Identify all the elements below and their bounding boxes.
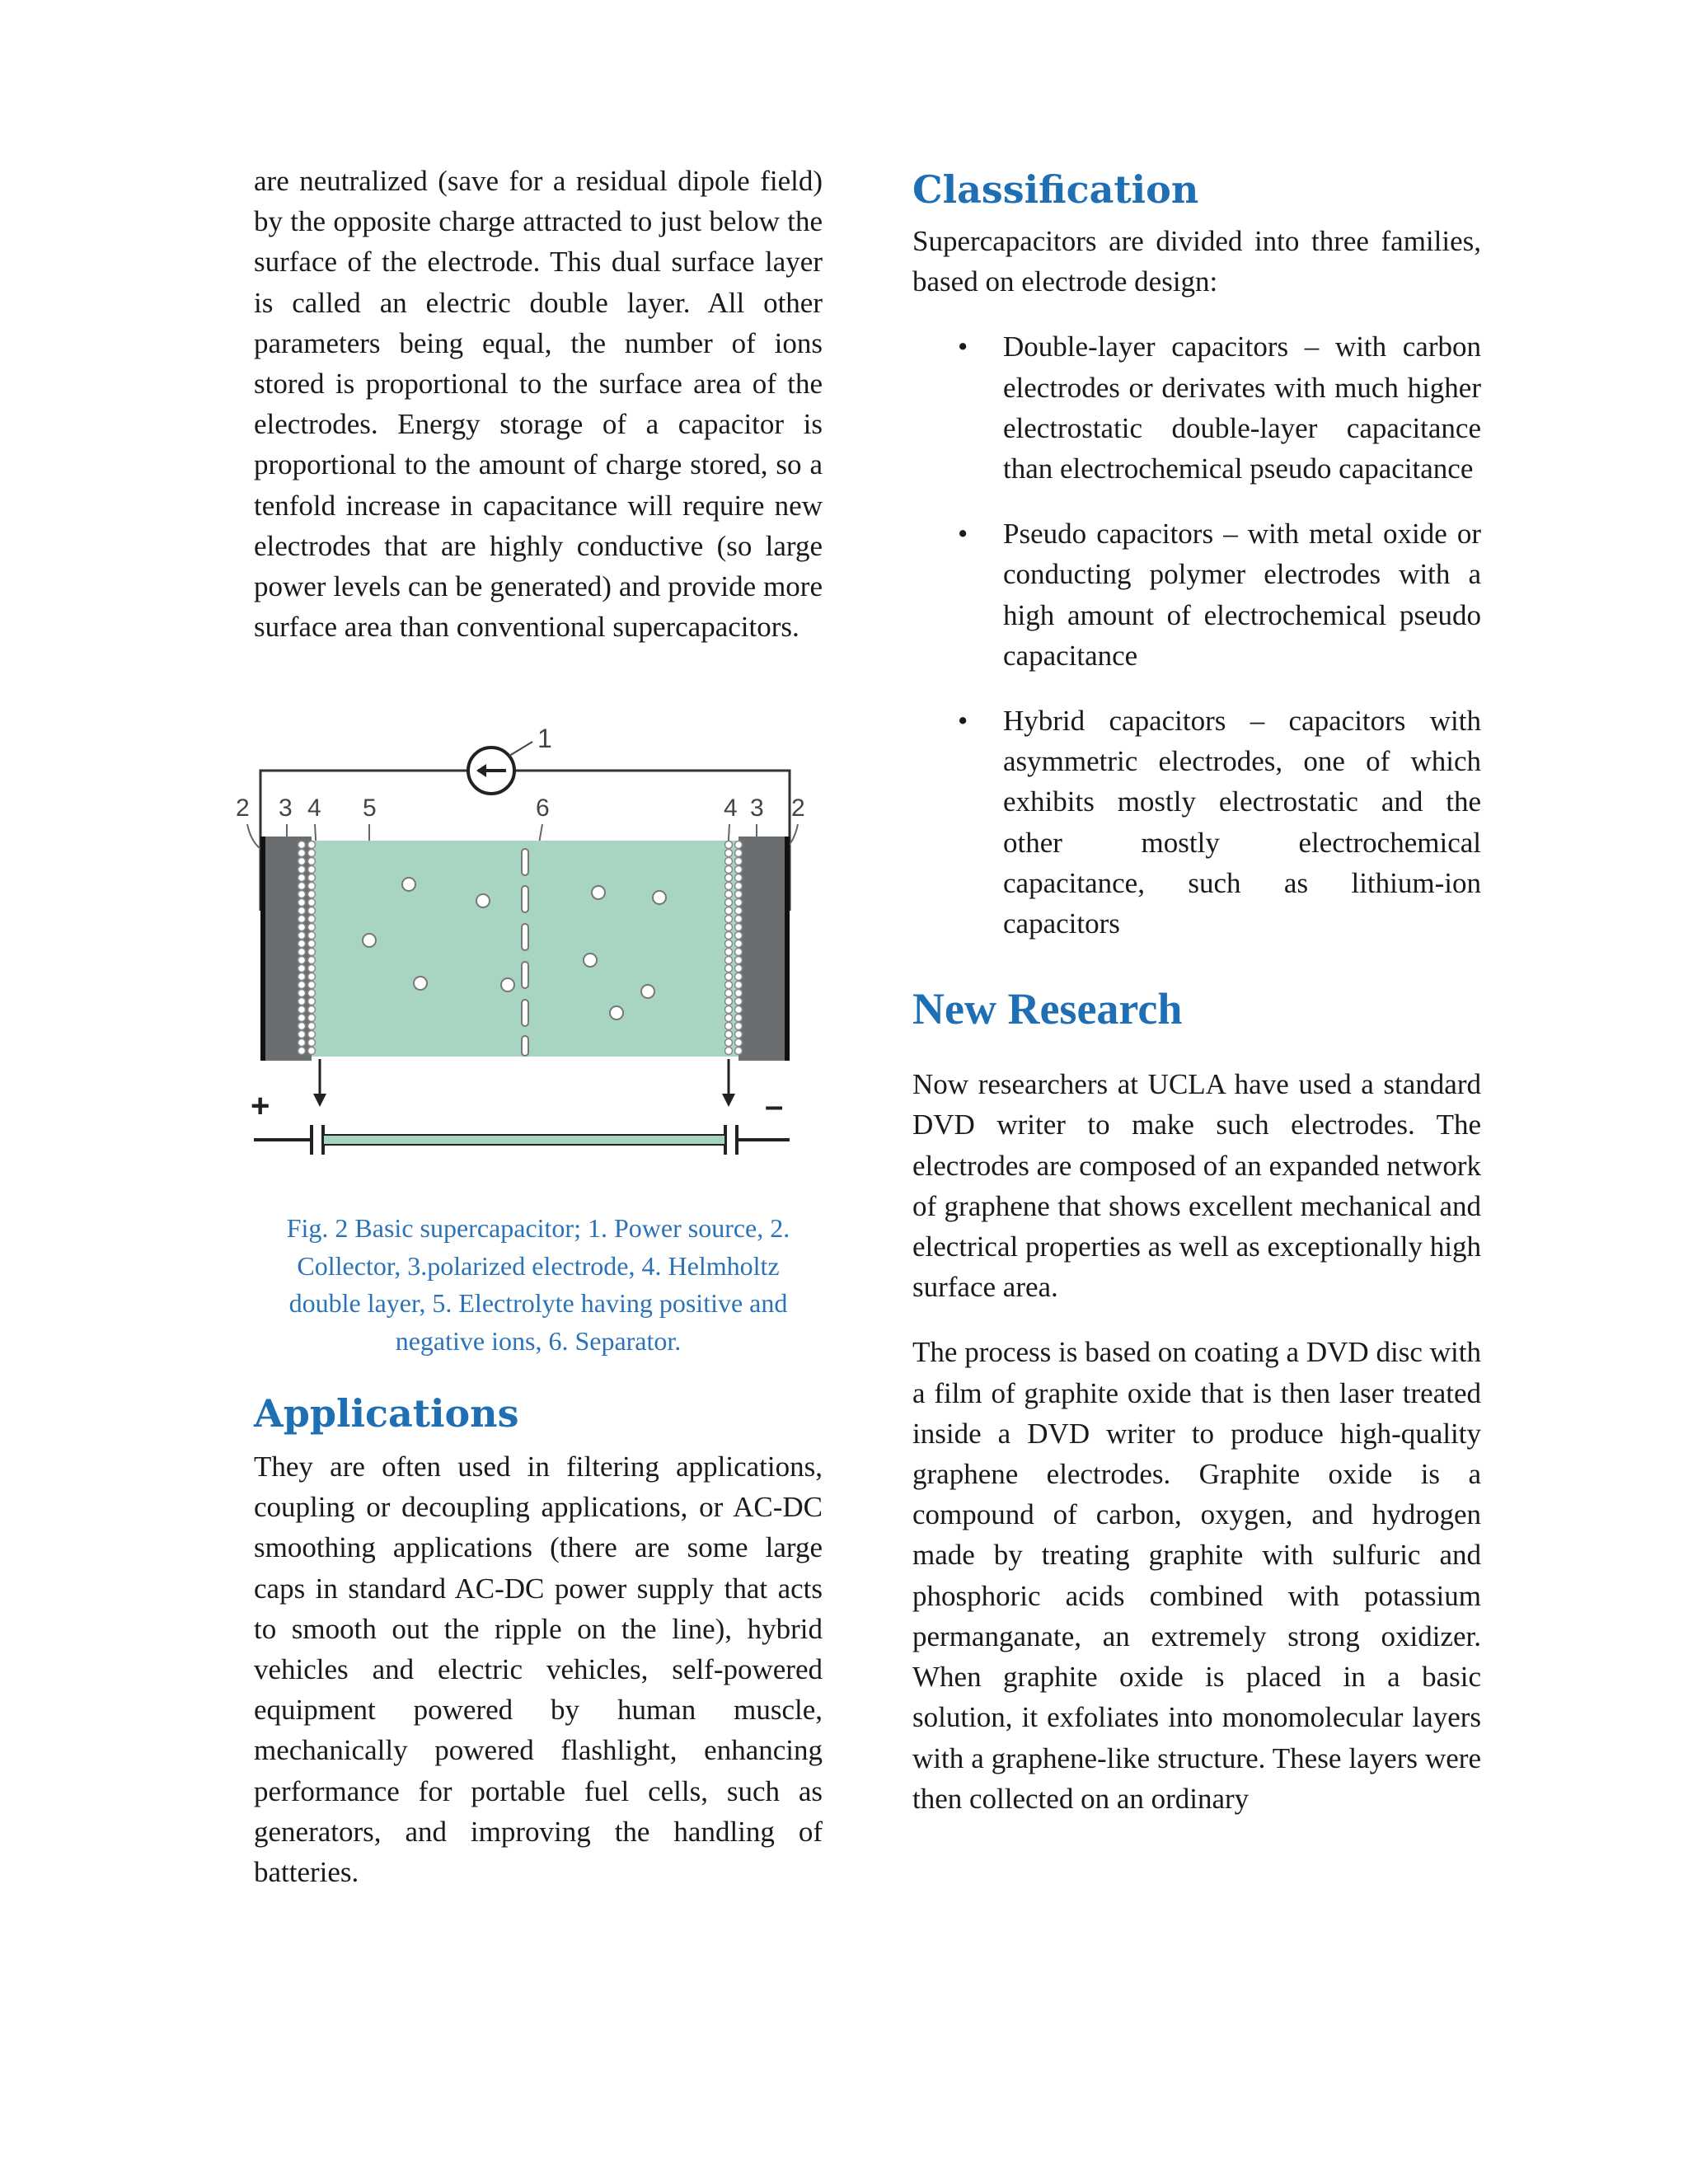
ion-dot (308, 916, 316, 923)
ion-dot (735, 916, 743, 923)
label-3-right: 3 (750, 794, 764, 822)
ion-dot (725, 866, 733, 874)
applications-heading: Applications (254, 1391, 519, 1436)
ion-dot (725, 1006, 733, 1014)
supercapacitor-figure (229, 713, 806, 1158)
list-item-text: Pseudo capacitors – with metal oxide or conducting polymer electrodes with a high amount of electrochemical pseudo capacitance (1003, 518, 1481, 672)
right-collector (738, 837, 790, 1061)
label-2-right: 2 (791, 794, 805, 822)
ion-dot (735, 932, 743, 940)
ion-dot (735, 850, 743, 857)
ion-dot (735, 1023, 743, 1030)
ion-dot (725, 1039, 733, 1047)
ion-dot (308, 998, 316, 1005)
ion-dot (298, 1015, 306, 1022)
ion-dot (725, 998, 733, 1005)
ion-dot (298, 916, 306, 923)
applications-section (254, 1389, 823, 1892)
ion-dot (308, 841, 316, 849)
ion-dot (298, 965, 306, 972)
label-5: 5 (363, 794, 377, 822)
research-paragraph-1: Now researchers at UCLA have used a standard DVD writer to make such electrodes. The electrodes are composed of an expanded network of graphene that shows excellent mechanical and electrical properties as well as exceptionally high surface area. (912, 1068, 1482, 1304)
ion-dot (725, 940, 733, 948)
list-item-text: Hybrid capacitors – capacitors with asymmetric electrodes, one of which exhibits mostly electrostatic and the other mostly electrochemical capacitance, such as lithium-ion capacitors (1003, 705, 1481, 940)
list-item (912, 701, 1481, 944)
ion-dot (725, 891, 733, 898)
ion-dot (725, 907, 733, 915)
left-collector-edge (260, 837, 265, 1061)
ion-dot (298, 858, 306, 865)
ion-dot (735, 1039, 743, 1047)
ion-dot (735, 973, 743, 981)
plus-sign: + (251, 1088, 270, 1124)
ion-dot (298, 940, 306, 948)
label-4-right: 4 (724, 794, 738, 822)
ion-dot (298, 949, 306, 956)
left-column (254, 161, 823, 647)
list-item (912, 326, 1481, 489)
minus-sign: – (765, 1088, 784, 1124)
ion-dot (298, 973, 306, 981)
ion-dot (298, 1047, 306, 1055)
ion-dot (308, 957, 316, 964)
ion-dot (735, 858, 743, 865)
classification-intro: Supercapacitors are divided into three families, based on electrode design: (912, 225, 1481, 298)
list-item-text: Double-layer capacitors – with carbon electrodes or derivates with much higher electrostatic double-layer capacitance than electrochemical pseudo capacitance (1003, 330, 1481, 485)
ion-dot (725, 874, 733, 882)
ion-dot (308, 932, 316, 940)
research-paragraph-2: The process is based on coating a DVD disc with a film of graphite oxide that is then laser treated inside a DVD writer to produce high-quality graphene electrodes. Graphite oxide is a compound of carbon, oxygen, and hydrogen made by treating graphite with sulfuric and phosphoric acids combined with potassium permanganate, an extremely strong oxidizer. When graphite oxide is placed in a basic solution, it exfoliates into monomolecular layers with a graphene-like structure. These layers were then collected on an ordinary (912, 1336, 1481, 1815)
ion-dot (308, 858, 316, 865)
ion-dot (308, 1047, 316, 1055)
figure-caption-block (254, 1210, 823, 1360)
ion-dot (735, 891, 743, 898)
ion-dot (308, 883, 316, 890)
ion-dot (308, 1031, 316, 1038)
ion-dot (308, 866, 316, 874)
ion-dot (735, 883, 743, 890)
ion-dot (735, 899, 743, 907)
ion-dot (735, 1015, 743, 1022)
bullet-icon: • (958, 705, 968, 738)
ion-dot (298, 982, 306, 989)
ion-dot (298, 990, 306, 997)
ion-dot (725, 883, 733, 890)
supercapacitor-diagram (229, 713, 806, 1158)
ion-dot (308, 874, 316, 882)
ion-dot (735, 907, 743, 915)
ion-dot (725, 1023, 733, 1030)
ion-dot (725, 1047, 733, 1055)
ion-dot (735, 990, 743, 997)
ion-dot (735, 998, 743, 1005)
ion-dot (725, 924, 733, 931)
ion-dot (308, 850, 316, 857)
ion-dot (298, 850, 306, 857)
right-collector-edge (785, 837, 790, 1061)
ion-dot (308, 982, 316, 989)
right-column (912, 165, 1481, 1819)
ion-dot (308, 1015, 316, 1022)
ion-dot (725, 899, 733, 907)
intro-paragraph: are neutralized (save for a residual dipole field) by the opposite charge attracted to just below the surface of the electrode. This dual surface layer is called an electric double layer. All other parameters being equal, the number of ions stored is proportional to the surface area of the electrodes. Energy storage of a capacitor is proportional to the amount of charge stored, so a tenfold increase in capacitance will require new electrodes that are highly conductive (so large power levels can be generated) and provide more surface area than conventional supercapacitors. (254, 165, 823, 644)
list-item (912, 513, 1481, 676)
ion-dot (735, 841, 743, 849)
ion-dot (298, 891, 306, 898)
label-1: 1 (537, 724, 552, 753)
ion-dot (308, 1039, 316, 1047)
ion-dot (725, 973, 733, 981)
ion-dot (735, 1047, 743, 1055)
ion-dot (725, 858, 733, 865)
ion-dot (725, 1031, 733, 1038)
ion-dot (298, 1023, 306, 1030)
power-source-icon (468, 748, 514, 794)
ion-dot (308, 990, 316, 997)
ion-dot (735, 1006, 743, 1014)
ion-dot (308, 899, 316, 907)
ion-dot (725, 957, 733, 964)
bottom-electrolyte-bar (323, 1135, 725, 1145)
ion-dot (735, 965, 743, 972)
figure-caption: Fig. 2 Basic supercapacitor; 1. Power source, 2. Collector, 3.polarized electrode, 4. Helmholtz double layer, 5. Electrolyte having positive and negative ions, 6. Separator. (286, 1213, 790, 1356)
ion-dot (725, 949, 733, 956)
ion-dot (308, 924, 316, 931)
ion-dot (308, 940, 316, 948)
ion-dot (725, 841, 733, 849)
label-3-left: 3 (279, 794, 293, 822)
ion-dot (735, 982, 743, 989)
ion-dot (725, 1015, 733, 1022)
ion-dot (735, 949, 743, 956)
right-terminal-arrow (722, 1094, 735, 1107)
ion-dot (298, 932, 306, 940)
new-research-heading: New Research (912, 984, 1183, 1034)
ion-dot (725, 850, 733, 857)
ion-dot (725, 965, 733, 972)
ion-dot (298, 998, 306, 1005)
label-6: 6 (536, 794, 550, 822)
label-1-leader (509, 742, 532, 756)
ion-dot (298, 866, 306, 874)
ion-dot (725, 916, 733, 923)
ion-dot (298, 899, 306, 907)
ion-dot (308, 965, 316, 972)
applications-paragraph: They are often used in filtering applications, coupling or decoupling applications, or AC-DC smoothing applications (there are some large caps in standard AC-DC power supply that acts to smooth out the ripple on the line), hybrid vehicles and electric vehicles, self-powered equipment powered by human muscle, mechanically powered flashlight, enhancing performance for portable fuel cells, such as generators, and improving the handling of batteries. (254, 1451, 823, 1889)
ion-dot (725, 932, 733, 940)
ion-dot (298, 1006, 306, 1014)
ion-dot (735, 866, 743, 874)
ion-dot (298, 1031, 306, 1038)
label-2-left: 2 (236, 794, 250, 822)
bullet-icon: • (958, 330, 968, 363)
ion-dot (308, 891, 316, 898)
ion-dot (308, 1006, 316, 1014)
classification-list (912, 326, 1481, 944)
figure-number-labels (236, 794, 805, 822)
ion-dot (298, 924, 306, 931)
ion-dot (298, 957, 306, 964)
ion-dot (735, 924, 743, 931)
ion-dot (725, 990, 733, 997)
left-terminal-arrow (313, 1094, 326, 1107)
ion-dot (735, 1031, 743, 1038)
ion-dot (735, 957, 743, 964)
ion-dot (308, 1023, 316, 1030)
ion-dot (735, 940, 743, 948)
ion-dot (308, 973, 316, 981)
ion-dot (725, 982, 733, 989)
ion-dot (308, 949, 316, 956)
label-4-left: 4 (307, 794, 321, 822)
ion-dot (298, 874, 306, 882)
ion-dot (298, 841, 306, 849)
ion-dot (298, 883, 306, 890)
bullet-icon: • (958, 518, 968, 551)
ion-dot (298, 1039, 306, 1047)
ion-dot (735, 874, 743, 882)
classification-heading: Classification (912, 167, 1199, 212)
ion-dot (308, 907, 316, 915)
ion-dot (298, 907, 306, 915)
